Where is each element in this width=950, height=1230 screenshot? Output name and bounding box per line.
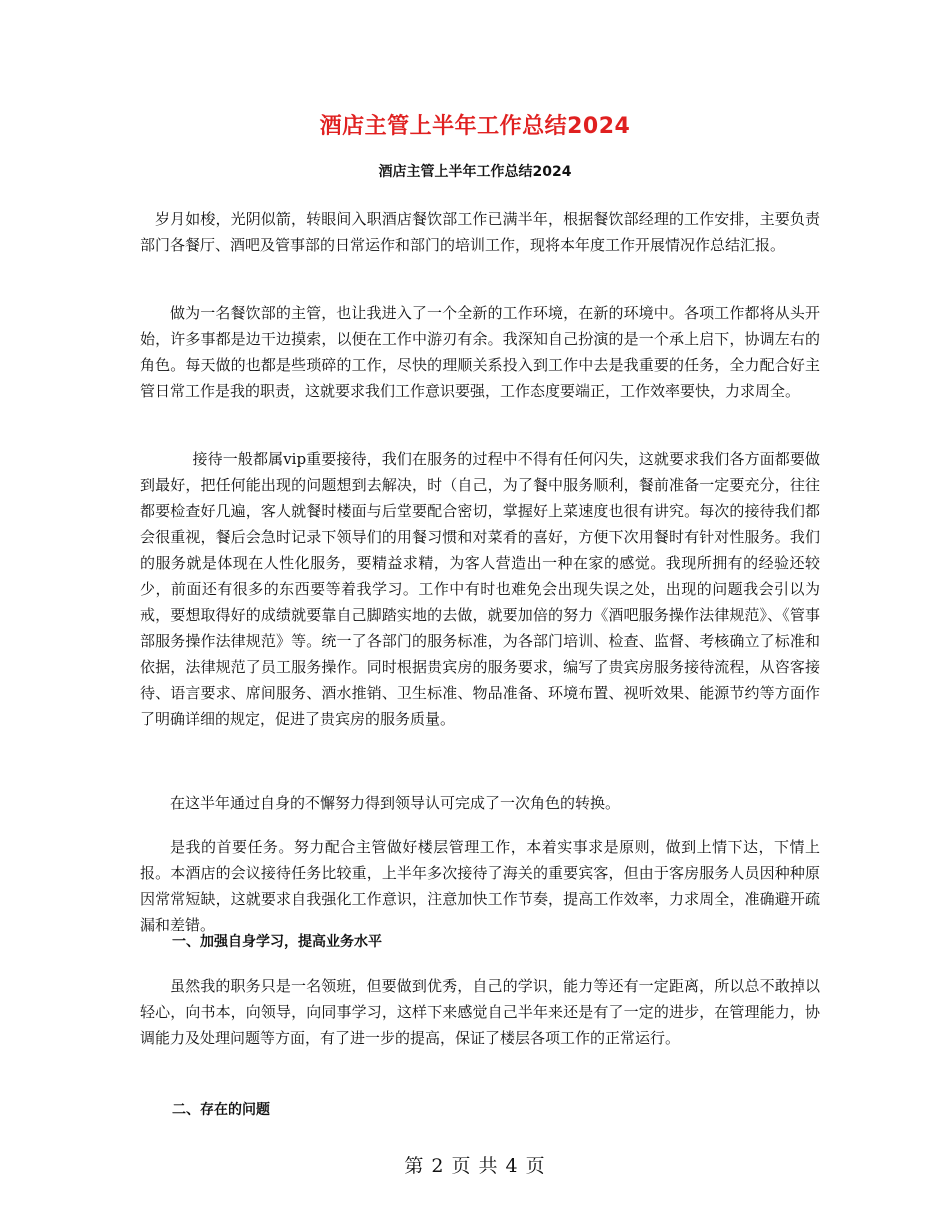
paragraph-role-change: 在这半年通过自身的不懈努力得到领导认可完成了一次角色的转换。 xyxy=(170,794,621,812)
paragraph-intro: 岁月如梭，光阴似箭，转眼间入职酒店餐饮部工作已满半年，根据餐饮部经理的工作安排，主要负责部门各餐厅、酒吧及管事部的日常运作和部门的培训工作，现将本年度工作开展情况作总结汇报。 xyxy=(140,210,820,254)
document-subtitle: 酒店主管上半年工作总结2024 xyxy=(378,164,572,180)
paragraph-primary-task: 是我的首要任务。努力配合主管做好楼层管理工作，本着实事求是原则，做到上情下达，下情上报。本酒店的会议接待任务比较重，上半年多次接待了海关的重要宾客，但由于客房服务人员因种种原因常常短缺，这就要求自我强化工作意识，注意加快工作节奏，提高工作效率，力求周全，准确避开疏漏和差错。 xyxy=(140,838,820,934)
paragraph-self-study: 虽然我的职务只是一名领班，但要做到优秀，自己的学识，能力等还有一定距离，所以总不敢掉以轻心，向书本，向领导，向同事学习，这样下来感觉自己半年来还是有了一定的进步，在管理能力，协调能力及处理问题等方面，有了进一步的提高，保证了楼层各项工作的正常运行。 xyxy=(140,977,820,1047)
heading-self-study: 一、加强自身学习，提高业务水平 xyxy=(172,934,382,950)
document-title: 酒店主管上半年工作总结2024 xyxy=(319,114,631,139)
paragraph-vip-reception: 接待一般都属vip重要接待，我们在服务的过程中不得有任何闪失，这就要求我们各方面都要做到最好，把任何能出现的问题想到去解决，时（自己，为了餐中服务顺利，餐前准备一定要充分，往往都要检查好几遍，客人就餐时楼面与后堂要配合密切，掌握好上菜速度也很有讲究。每次的接待我们都会很重视，餐后会急时记录下领导们的用餐习惯和对菜肴的喜好，方便下次用餐时有针对性服务。我们的服务就是体现在人性化服务，要精益求精，为客人营造出一种在家的感觉。我现所拥有的经验还较少，前面还有很多的东西要等着我学习。工作中有时也难免会出现失误之处，出现的问题我会引以为戒，要想取得好的成绩就要靠自己脚踏实地的去做，就要加倍的努力《酒吧服务操作法律规范》、《管事部服务操作法律规范》等。统一了各部门的服务标准，为各部门培训、检查、监督、考核确立了标准和依据，法律规范了员工服务操作。同时根据贵宾房的服务要求，编写了贵宾房服务接待流程，从咨客接待、语言要求、席间服务、酒水推销、卫生标准、物品准备、环境布置、视听效果、能源节约等方面作了明确详细的规定，促进了贵宾房的服务质量。 xyxy=(140,450,820,728)
paragraph-role: 做为一名餐饮部的主管，也让我进入了一个全新的工作环境，在新的环境中。各项工作都将从头开始，许多事都是边干边摸索，以便在工作中游刃有余。我深知自己扮演的是一个承上启下，协调左右的角色。每天做的也都是些琐碎的工作，尽快的理顺关系投入到工作中去是我重要的任务，全力配合好主管日常工作是我的职责，这就要求我们工作意识要强，工作态度要端正，工作效率要快，力求周全。 xyxy=(140,304,820,400)
page-number-footer: 第 2 页 共 4 页 xyxy=(404,1155,546,1177)
heading-problems: 二、存在的问题 xyxy=(172,1102,270,1118)
